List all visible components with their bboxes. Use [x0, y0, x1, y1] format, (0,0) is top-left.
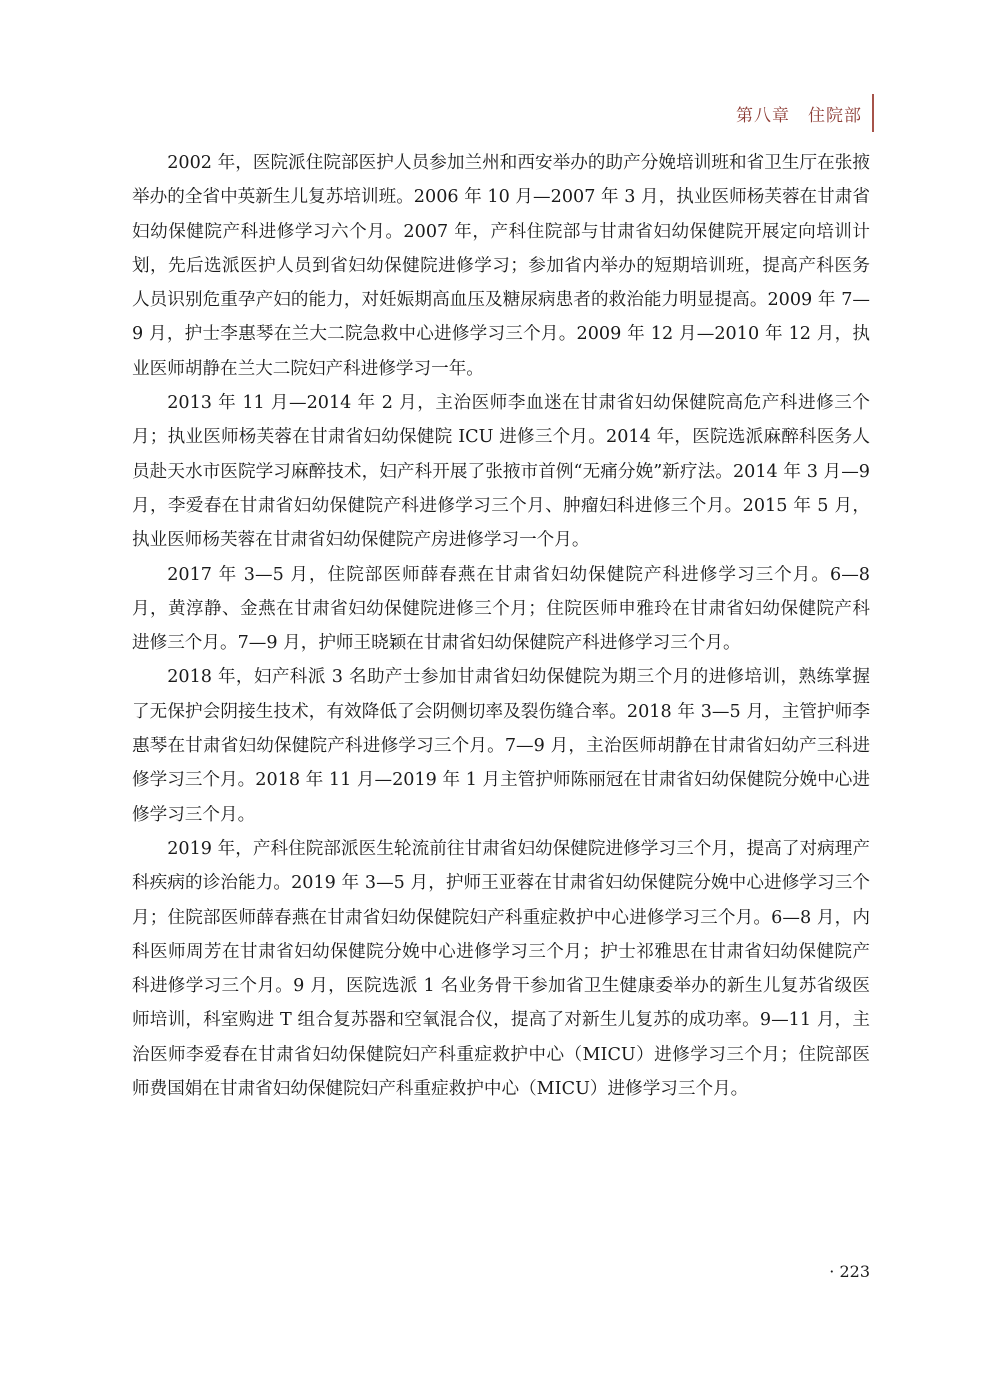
paragraph: 2018 年，妇产科派 3 名助产士参加甘肃省妇幼保健院为期三个月的进修培训，熟练掌握了无保护会阴接生技术，有效降低了会阴侧切率及裂伤缝合率。2018 年 3—5 月，主管护师李惠琴在甘肃省妇幼保健院产科进修学习三个月。7—9 月，主治医师胡静在甘肃省妇幼产三科进修学习三个月。2018 年 11 月—2019 年 1 月主管护师陈丽冠在甘肃省妇幼保健院分娩中心进修学习三个月。 — [132, 667, 870, 825]
paragraph: 2013 年 11 月—2014 年 2 月，主治医师李血迷在甘肃省妇幼保健院高危产科进修三个月；执业医师杨芙蓉在甘肃省妇幼保健院 ICU 进修三个月。2014 年，医院选派麻醉科医务人员赴天水市医院学习麻醉技术，妇产科开展了张掖市首例“无痛分娩”新疗法。2014 年 3 月—9 月，李爱春在甘肃省妇幼保健院产科进修学习三个月、肿瘤妇科进修三个月。2015 年 5 月，执业医师杨芙蓉在甘肃省妇幼保健院产房进修学习一个月。 — [132, 393, 870, 551]
chapter-title: 第八章 住院部 — [736, 105, 862, 126]
running-header — [736, 96, 874, 130]
paragraph: 2002 年，医院派住院部医护人员参加兰州和西安举办的助产分娩培训班和省卫生厅在张掖举办的全省中英新生儿复苏培训班。2006 年 10 月—2007 年 3 月，执业医师杨芙蓉在甘肃省妇幼保健院产科进修学习六个月。2007 年，产科住院部与甘肃省妇幼保健院开展定向培训计划，先后选派医护人员到省妇幼保健院进修学习；参加省内举办的短期培训班，提高产科医务人员识别危重孕产妇的能力，对妊娠期高血压及糖尿病患者的救治能力明显提高。2009 年 7—9 月，护士李惠琴在兰大二院急救中心进修学习三个月。2009 年 12 月—2010 年 12 月，执业医师胡静在兰大二院妇产科进修学习一年。 — [132, 153, 870, 379]
paragraph: 2017 年 3—5 月，住院部医师薛春燕在甘肃省妇幼保健院产科进修学习三个月。6—8 月，黄淳静、金燕在甘肃省妇幼保健院进修三个月；住院医师申雅玲在甘肃省妇幼保健院产科进修三个月。7—9 月，护师王晓颖在甘肃省妇幼保健院产科进修学习三个月。 — [132, 564, 870, 654]
header-divider — [872, 94, 874, 132]
paragraph: 2019 年，产科住院部派医生轮流前往甘肃省妇幼保健院进修学习三个月，提高了对病理产科疾病的诊治能力。2019 年 3—5 月，护师王亚蓉在甘肃省妇幼保健院分娩中心进修学习三个月；住院部医师薛春燕在甘肃省妇幼保健院妇产科重症救护中心进修学习三个月。6—8 月，内科医师周芳在甘肃省妇幼保健院分娩中心进修学习三个月；护士祁雅思在甘肃省妇幼保健院产科进修学习三个月。9 月，医院选派 1 名业务骨干参加省卫生健康委举办的新生儿复苏省级医师培训，科室购进 T 组合复苏器和空氧混合仪，提高了对新生儿复苏的成功率。9—11 月，主治医师李爱春在甘肃省妇幼保健院妇产科重症救护中心（MICU）进修学习三个月；住院部医师费国娟在甘肃省妇幼保健院妇产科重症救护中心（MICU）进修学习三个月。 — [132, 838, 870, 1100]
body-text — [132, 146, 870, 1106]
page-number: · 223 — [829, 1262, 870, 1281]
